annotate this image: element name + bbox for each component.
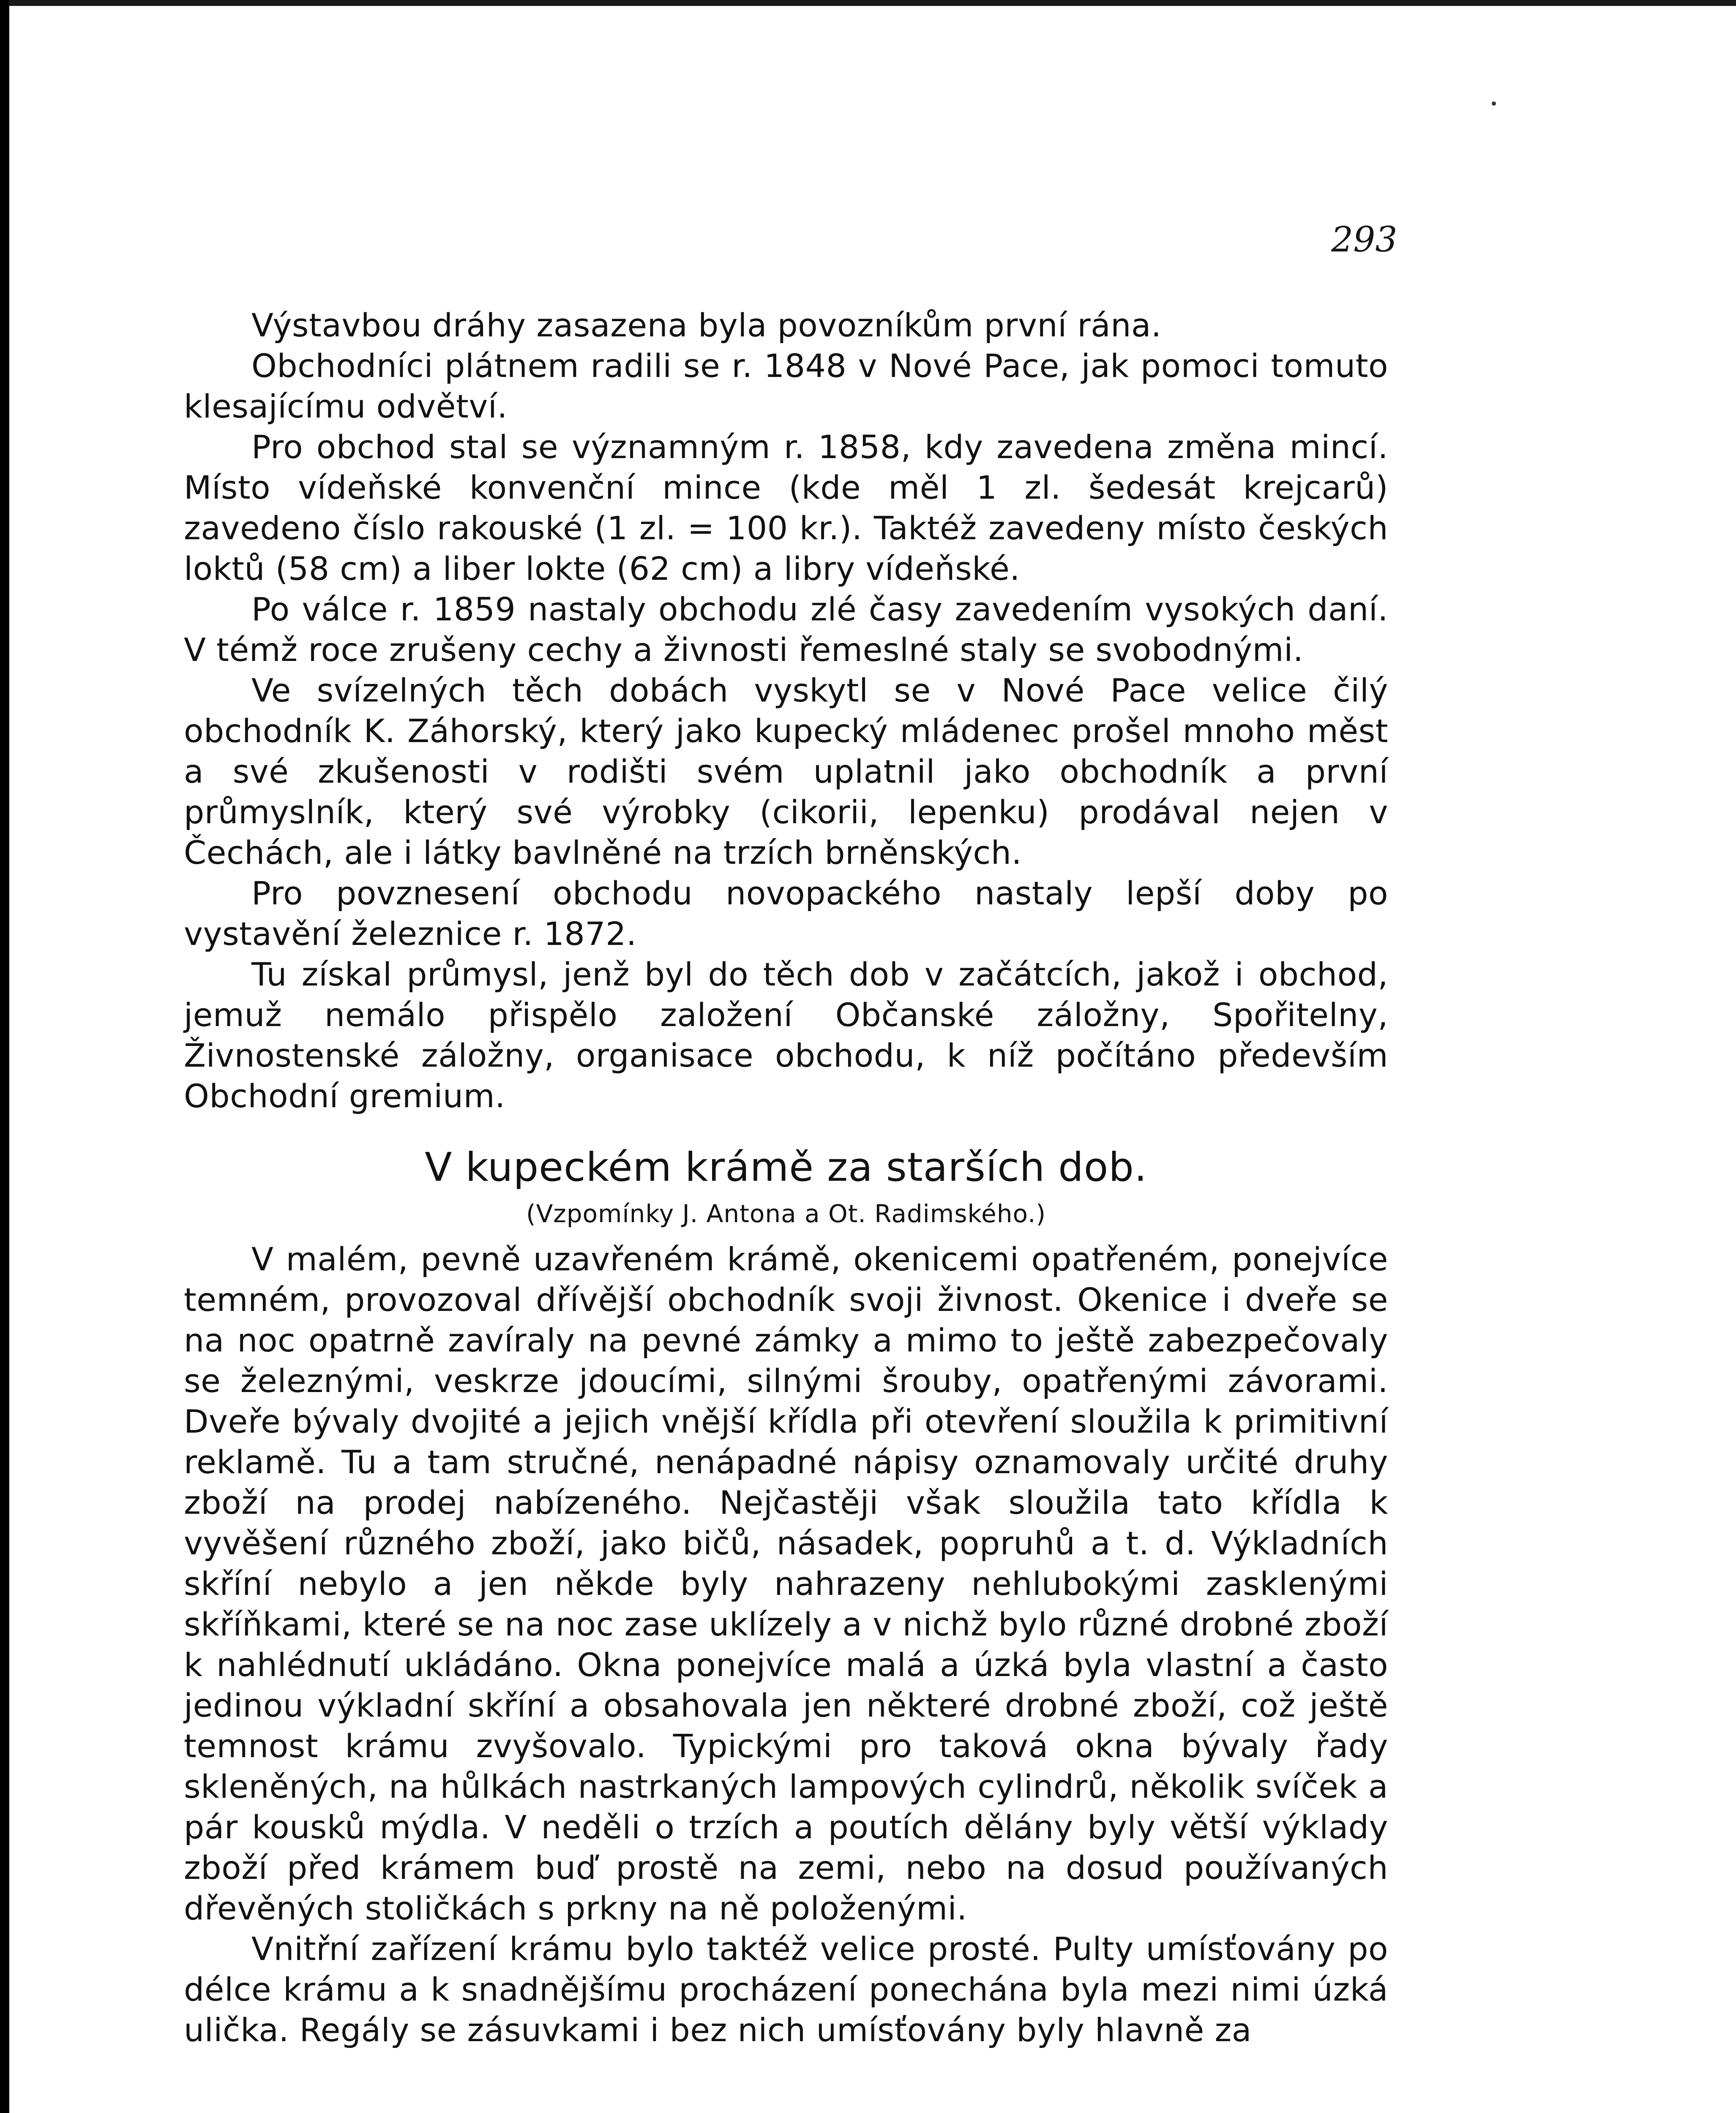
paragraph: Pro povznesení obchodu novopackého nastaly lepší doby po vystavění železnice r. 1872.: [184, 874, 1388, 953]
paragraph: Pro obchod stal se významným r. 1858, kdy zavedena změna mincí. Místo vídeňské konvenční mince (kde měl 1 zl. šedesát krejcarů) zavedeno číslo rakouské (1 zl. = 100 kr.). Taktéž zavedeny místo českých loktů (58 cm) a liber lokte (62 cm) a libry vídeňské.: [184, 428, 1388, 587]
intro-text-block: [184, 305, 1388, 1117]
paragraph: Po válce r. 1859 nastaly obchodu zlé časy zavedením vysokých daní. V témž roce zrušeny cechy a živnosti řemeslné staly se svobodnými.: [184, 590, 1388, 669]
page-number: 293: [1331, 220, 1398, 260]
paragraph: Tu získal průmysl, jenž byl do těch dob v začátcích, jakož i obchod, jemuž nemálo přispělo založení Občanské záložny, Spořitelny, Živnostenské záložny, organisace obchodu, k níž počítáno především Obchodní gremium.: [184, 955, 1388, 1115]
scan-speck: [1492, 101, 1496, 106]
paragraph: V malém, pevně uzavřeném krámě, okenicemi opatřeném, ponejvíce temném, provozoval dřívější obchodník svoji živnost. Okenice i dveře se na noc opatrně zavíraly na pevné zámky a mimo to ještě zabezpečovaly se železnými, veskrze jdoucími, silnými šrouby, opatřenými závorami. Dveře bývaly dvojité a jejich vnější křídla při otevření sloužila k primitivní reklamě. Tu a tam stručné, nenápadné nápisy oznamovaly určité druhy zboží na prodej nabízeného. Nejčastěji však sloužila tato křídla k vyvěšení různého zboží, jako bičů, násadek, popruhů a t. d. Výkladních skříní nebylo a jen někde byly nahrazeny nehlubokými zasklenými skříňkami, které se na noc zase uklízely a v nichž bylo různé drobné zboží k nahlédnutí ukládáno. Okna ponejvíce malá a úzká byla vlastní a často jedinou výkladní skříní a obsahovala jen některé drobné zboží, což ještě temnost krámu zvyšovalo. Typickými pro taková okna bývaly řady skleněných, na hůlkách nastrkaných lampových cylindrů, několik svíček a pár kousků mýdla. V neděli o trzích a poutích dělány byly větší výklady zboží před krámem buď prostě na zemi, nebo na dosud používaných dřevěných stoličkách s prkny na ně položenými.: [184, 1240, 1388, 1927]
section-title: V kupeckém krámě za starších dob.: [425, 1144, 1147, 1190]
paragraph: Vnitřní zařízení krámu bylo taktéž velice prosté. Pulty umísťovány po délce krámu a k snadnějšímu procházení ponechána byla mezi nimi úzká ulička. Regály se zásuvkami i bez nich umísťovány byly hlavně za: [184, 1930, 1388, 2049]
scan-edge-left: [0, 0, 9, 2113]
paragraph: Výstavbou dráhy zasazena byla povozníkům první rána.: [251, 306, 1162, 344]
paragraph: Obchodníci plátnem radili se r. 1848 v Nové Pace, jak pomoci tomuto klesajícímu odvětví.: [184, 347, 1388, 425]
paragraph: Ve svízelných těch dobách vyskytl se v Nové Pace velice čilý obchodník K. Záhorský, který jako kupecký mládenec prošel mnoho měst a své zkušenosti v rodišti svém uplatnil jako obchodník a první průmyslník, který své výrobky (cikorii, lepenku) prodával nejen v Čechách, ale i látky bavlněné na trzích brněnských.: [184, 672, 1388, 871]
section-text-block: [184, 1239, 1388, 2050]
scan-edge-top: [0, 0, 1736, 6]
section-subtitle: (Vzpomínky J. Antona a Ot. Radimského.): [526, 1199, 1046, 1228]
